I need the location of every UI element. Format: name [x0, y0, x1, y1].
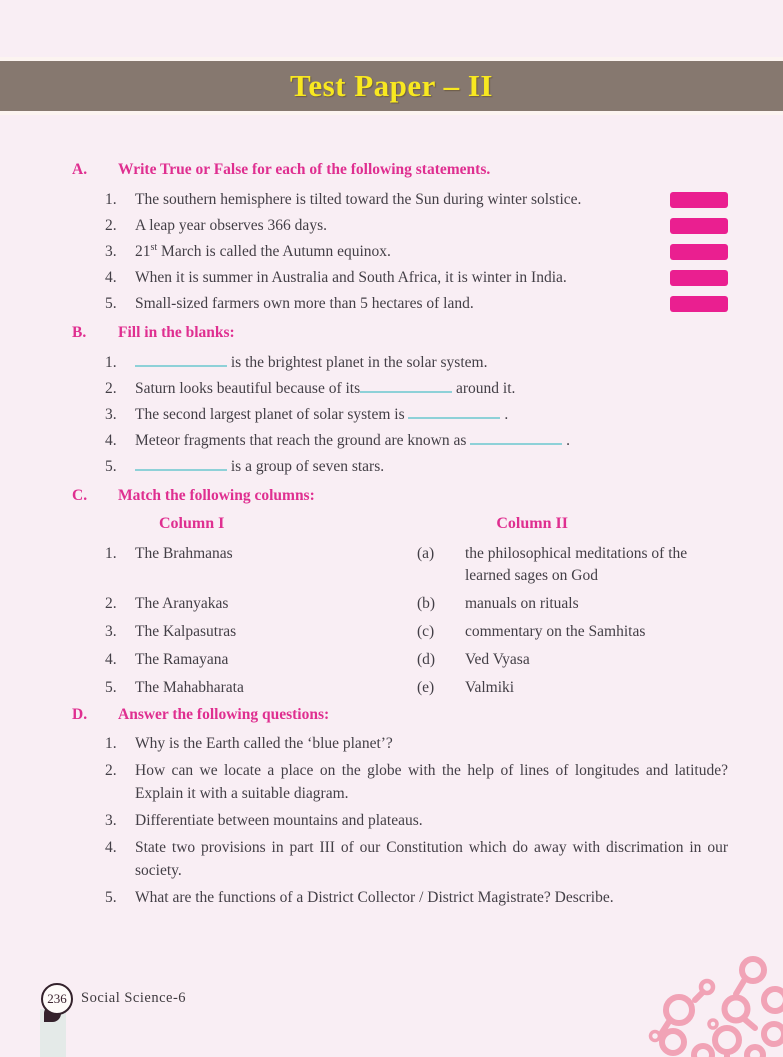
section-heading-text: Answer the following questions:	[118, 706, 330, 723]
question-item	[72, 732, 728, 755]
match-letter: (e)	[417, 679, 435, 696]
match-column-headers	[72, 513, 728, 535]
blank-line	[135, 456, 227, 471]
true-false-item	[72, 213, 728, 239]
page-number-badge	[41, 983, 73, 1015]
answer-box	[670, 218, 728, 234]
book-title: Social Science-6	[81, 990, 187, 1006]
item-number: 3.	[105, 406, 117, 423]
item-number: 1.	[105, 545, 117, 562]
true-false-item	[72, 265, 728, 291]
item-number: 5.	[105, 679, 117, 696]
question-item	[72, 809, 728, 832]
true-false-item	[72, 239, 728, 265]
section-heading-text: Fill in the blanks:	[118, 324, 235, 341]
blank-line	[470, 430, 562, 445]
item-number: 4.	[105, 432, 117, 449]
item-text: Small-sized farmers own more than 5 hectares of land.	[135, 295, 474, 312]
section-letter: B.	[72, 324, 87, 341]
match-right-text: the philosophical meditations of the learned sages on God	[465, 545, 688, 584]
fill-blank-item	[72, 428, 728, 454]
item-number: 4.	[105, 839, 117, 856]
question-item	[72, 759, 728, 805]
item-text: is the brightest planet in the solar system.	[135, 350, 728, 376]
item-text: is a group of seven stars.	[135, 454, 728, 480]
match-right-text: Valmiki	[465, 679, 515, 696]
match-letter: (d)	[417, 651, 436, 668]
item-number: 1.	[105, 735, 117, 752]
section-heading-text: Write True or False for each of the following statements.	[118, 161, 491, 178]
true-false-item	[72, 187, 728, 213]
item-text: 21st March is called the Autumn equinox.	[135, 241, 391, 260]
match-left-text: The Brahmanas	[135, 545, 233, 562]
blank-line	[135, 352, 227, 367]
question-text: What are the functions of a District Collector / District Magistrate? Describe.	[135, 889, 614, 906]
true-false-item	[72, 291, 728, 317]
item-text: Meteor fragments that reach the ground are known as .	[135, 432, 571, 449]
item-text: When it is summer in Australia and South Africa, it is winter in India.	[135, 269, 567, 286]
blank-line	[408, 404, 500, 419]
item-number: 5.	[105, 889, 117, 906]
item-number: 3.	[105, 812, 117, 829]
section-letter: D.	[72, 706, 88, 723]
column-2-header: Column II	[496, 515, 568, 532]
item-number: 4.	[105, 269, 117, 286]
match-row	[72, 621, 728, 643]
question-text: State two provisions in part III of our Constitution which do away with discrimation in our society.	[135, 839, 728, 879]
question-item	[72, 836, 728, 882]
match-letter: (b)	[417, 595, 436, 612]
match-row	[72, 593, 728, 615]
item-number: 2.	[105, 762, 117, 779]
page-number: 236	[47, 991, 67, 1006]
item-number: 1.	[105, 354, 117, 371]
question-text: How can we locate a place on the globe with the help of lines of longitudes and latitude? Explain it with a suitable diagram.	[135, 762, 728, 802]
answer-box	[670, 244, 728, 260]
match-row	[72, 677, 728, 699]
item-number: 3.	[105, 243, 117, 260]
section-heading-text: Match the following columns:	[118, 487, 315, 504]
answer-box	[670, 192, 728, 208]
page-title: Test Paper – II	[290, 68, 493, 103]
match-right-text: manuals on rituals	[465, 595, 579, 612]
match-left-text: The Aranyakas	[135, 595, 229, 612]
item-number: 5.	[105, 458, 117, 475]
textbook-page	[0, 57, 783, 1057]
section-b-heading	[72, 323, 728, 343]
fill-blank-item	[72, 454, 728, 480]
match-row	[72, 543, 728, 587]
ordinal-superscript: st	[150, 241, 158, 253]
match-letter: (c)	[417, 623, 435, 640]
section-a-heading	[72, 160, 728, 180]
item-number: 2.	[105, 217, 117, 234]
item-text: A leap year observes 366 days.	[135, 217, 327, 234]
item-text: The second largest planet of solar system is .	[135, 406, 509, 423]
section-letter: C.	[72, 487, 88, 504]
item-number: 1.	[105, 191, 117, 208]
item-number: 2.	[105, 380, 117, 397]
fill-blank-item	[72, 350, 728, 376]
match-right-text: Ved Vyasa	[465, 651, 530, 668]
item-number: 4.	[105, 651, 117, 668]
chapter-header-bar	[0, 57, 783, 115]
item-text: Saturn looks beautiful because of its around it.	[135, 380, 516, 397]
match-row	[72, 649, 728, 671]
section-c-heading	[72, 486, 728, 506]
item-text: The southern hemisphere is tilted toward the Sun during winter solstice.	[135, 191, 582, 208]
fill-blank-item	[72, 376, 728, 402]
match-left-text: The Mahabharata	[135, 679, 244, 696]
answer-box	[670, 270, 728, 286]
section-letter: A.	[72, 161, 88, 178]
item-number: 3.	[105, 623, 117, 640]
question-text: Differentiate between mountains and plateaus.	[135, 812, 423, 829]
match-left-text: The Kalpasutras	[135, 623, 237, 640]
question-item	[72, 886, 728, 909]
item-number: 2.	[105, 595, 117, 612]
section-d-heading	[72, 705, 728, 725]
match-right-text: commentary on the Samhitas	[465, 623, 646, 640]
match-letter: (a)	[417, 545, 435, 562]
page-content	[0, 115, 783, 909]
item-number: 5.	[105, 295, 117, 312]
blank-line	[360, 378, 452, 393]
answer-box	[670, 296, 728, 312]
question-text: Why is the Earth called the ‘blue planet’?	[135, 735, 393, 752]
column-1-header: Column I	[159, 515, 225, 532]
fill-blank-item	[72, 402, 728, 428]
match-left-text: The Ramayana	[135, 651, 229, 668]
